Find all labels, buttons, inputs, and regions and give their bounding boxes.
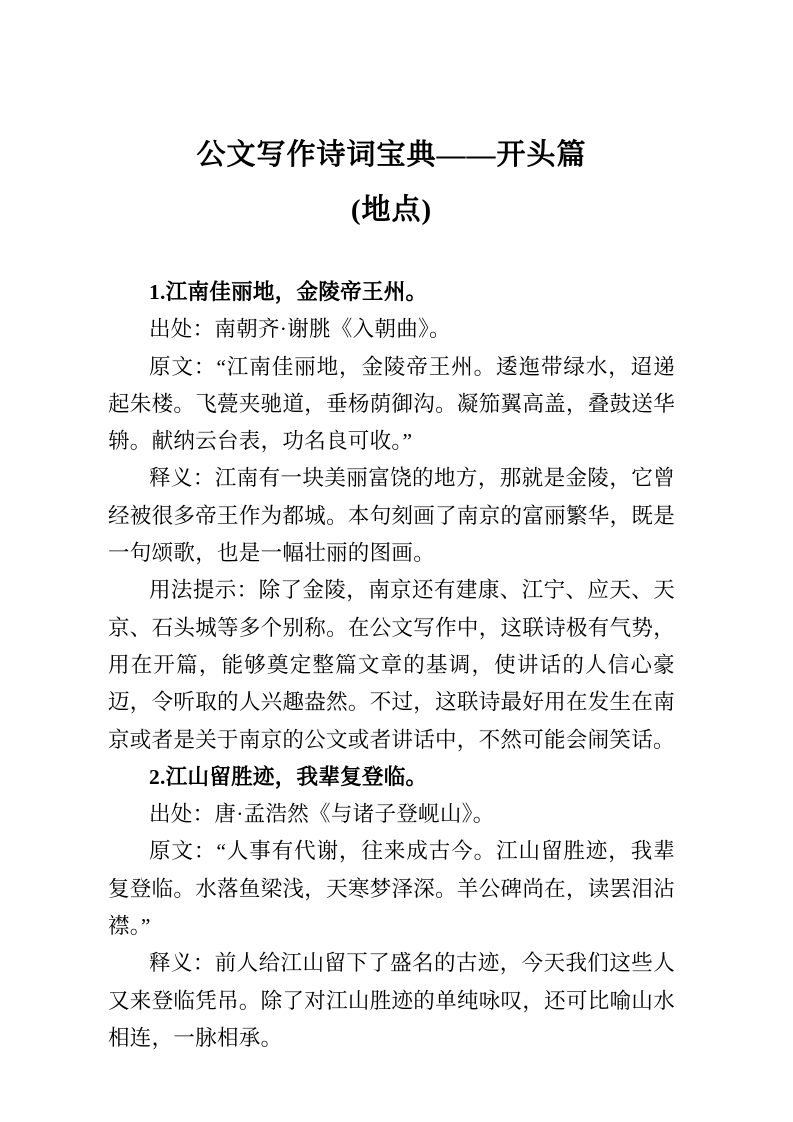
entry-1 bbox=[108, 274, 675, 759]
entry-2-original-text: 原文：“人事有代谢，往来成古今。江山留胜迹，我辈复登临。水落鱼梁浅，天寒梦泽深。羊公碑尚在，读罢泪沾襟。” bbox=[108, 839, 675, 939]
entry-1-meaning: 释义：江南有一块美丽富饶的地方，那就是金陵，它曾经被很多帝王作为都城。本句刻画了南京的富丽繁华，既是一句颂歌，也是一幅壮丽的图画。 bbox=[108, 466, 675, 566]
entry-2 bbox=[108, 759, 675, 1057]
document-body bbox=[108, 274, 675, 1057]
entry-1-usage-tip: 用法提示：除了金陵，南京还有建康、江宁、应天、天京、石头城等多个别称。在公文写作中，这联诗极有气势，用在开篇，能够奠定整篇文章的基调，使讲话的人信心豪迈，令听取的人兴趣盎然。不过，这联诗最好用在发生在南京或者是关于南京的公文或者讲话中，不然可能会闹笑话。 bbox=[108, 578, 675, 752]
entry-2-heading: 2.江山留胜迹，我辈复登临。 bbox=[149, 764, 428, 789]
document-content bbox=[108, 128, 675, 1057]
entry-1-original-text: 原文：“江南佳丽地，金陵帝王州。逶迤带绿水，迢递起朱楼。飞甍夹驰道，垂杨荫御沟。凝笳翼高盖，叠鼓送华辀。献纳云台表，功名良可收。” bbox=[108, 354, 675, 454]
document-title: 公文写作诗词宝典——开头篇 bbox=[196, 139, 587, 171]
entry-2-source: 出处：唐·孟浩然《与诸子登岘山》。 bbox=[149, 802, 495, 827]
entry-1-heading: 1.江南佳丽地，金陵帝王州。 bbox=[149, 280, 428, 304]
entry-1-source: 出处：南朝齐·谢朓《入朝曲》。 bbox=[149, 317, 451, 342]
document-subtitle: (地点) bbox=[350, 194, 433, 226]
entry-2-meaning: 释义：前人给江山留下了盛名的古迹，今天我们这些人又来登临凭吊。除了对江山胜迹的单纯咏叹，还可比喻山水相连，一脉相承。 bbox=[108, 951, 675, 1050]
